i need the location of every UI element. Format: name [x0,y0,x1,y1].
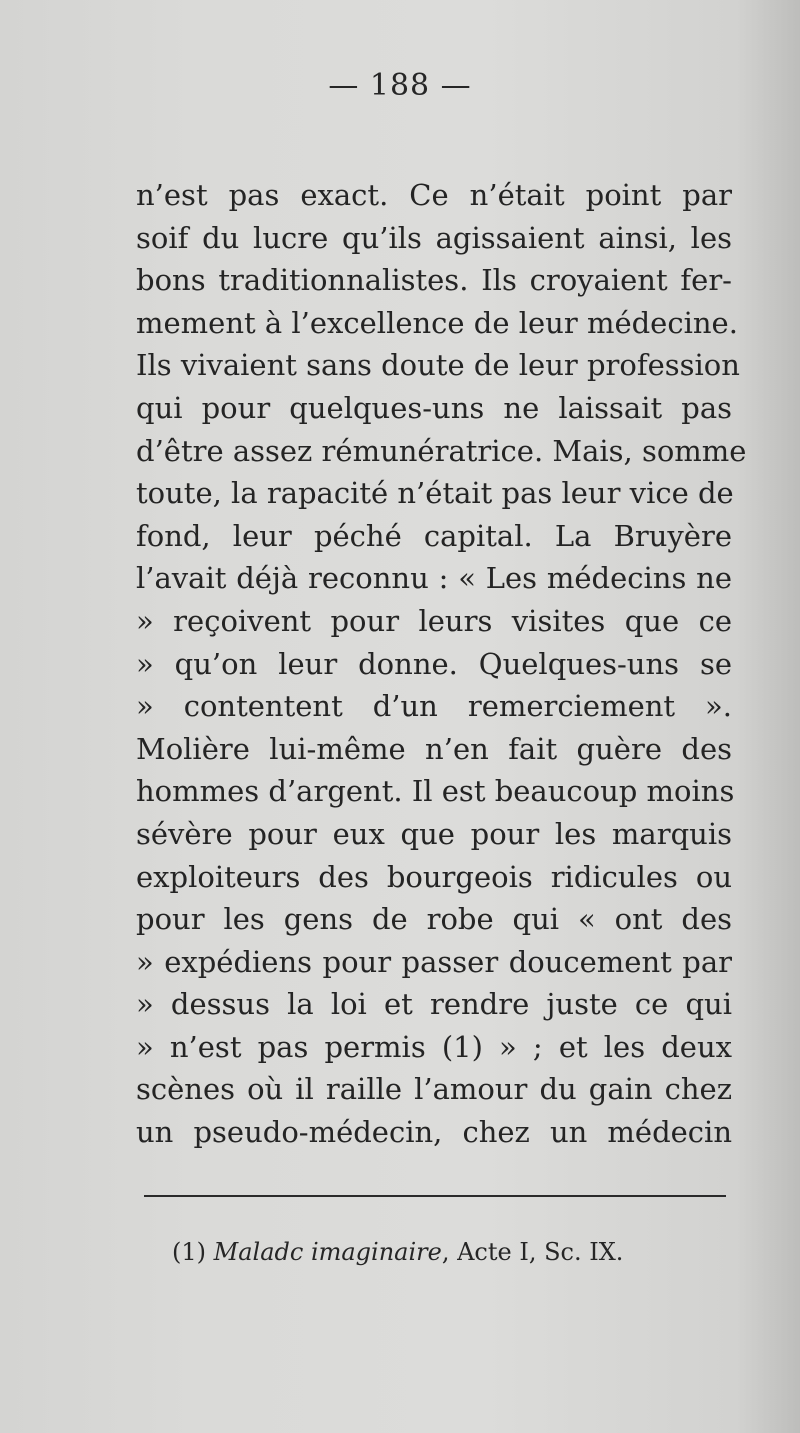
text-line: toute, la rapacité n’était pas leur vice de [136,476,734,511]
text-line: Molière lui-même n’en fait guère des [136,731,732,766]
text-line: exploiteurs des bourgeois ridicules ou [136,859,732,894]
text-line: n’est pas exact. Ce n’était point par [136,178,732,212]
text-line: mement à l’excellence de leur médecine. [136,305,738,340]
text-line: » qu’on leur donne. Quelques-uns se [136,646,732,681]
text-line: qui pour quelques-uns ne laissait pas [136,390,732,425]
text-line: Ils vivaient sans doute de leur profession [136,348,740,383]
text-line: » dessus la loi et rendre juste ce qui [136,987,732,1022]
text-line: » expédiens pour passer doucement par [136,944,732,979]
text-line: fond, leur péché capital. La Bruyère [136,518,732,553]
footnote-divider [144,1195,726,1197]
footnote-reference: , Acte I, Sc. IX. [441,1238,624,1266]
footnote-marker: (1) [172,1238,206,1266]
body-text [136,174,747,1154]
text-line: bons traditionnalistes. Ils croyaient fer- [136,263,732,298]
text-line: soif du lucre qu’ils agissaient ainsi, les [136,220,732,255]
text-line: hommes d’argent. Il est beaucoup moins [136,774,735,809]
page-number: — 188 — [328,68,472,103]
text-line: pour les gens de robe qui « ont des [136,902,732,937]
text-line: un pseudo-médecin, chez un médecin [136,1115,732,1150]
text-line: » contentent d’un remerciement ». [136,689,732,724]
footnote-title: Maladc imaginaire [213,1238,442,1266]
text-line: l’avait déjà reconnu : « Les médecins ne [136,561,732,596]
text-line: d’être assez rémunératrice. Mais, somme [136,433,747,468]
text-line: » n’est pas permis (1) » ; et les deux [136,1029,732,1064]
footnote [172,1238,623,1266]
text-line: » reçoivent pour leurs visites que ce [136,603,732,638]
text-line: sévère pour eux que pour les marquis [136,816,732,851]
text-line: scènes où il raille l’amour du gain chez [136,1072,732,1107]
